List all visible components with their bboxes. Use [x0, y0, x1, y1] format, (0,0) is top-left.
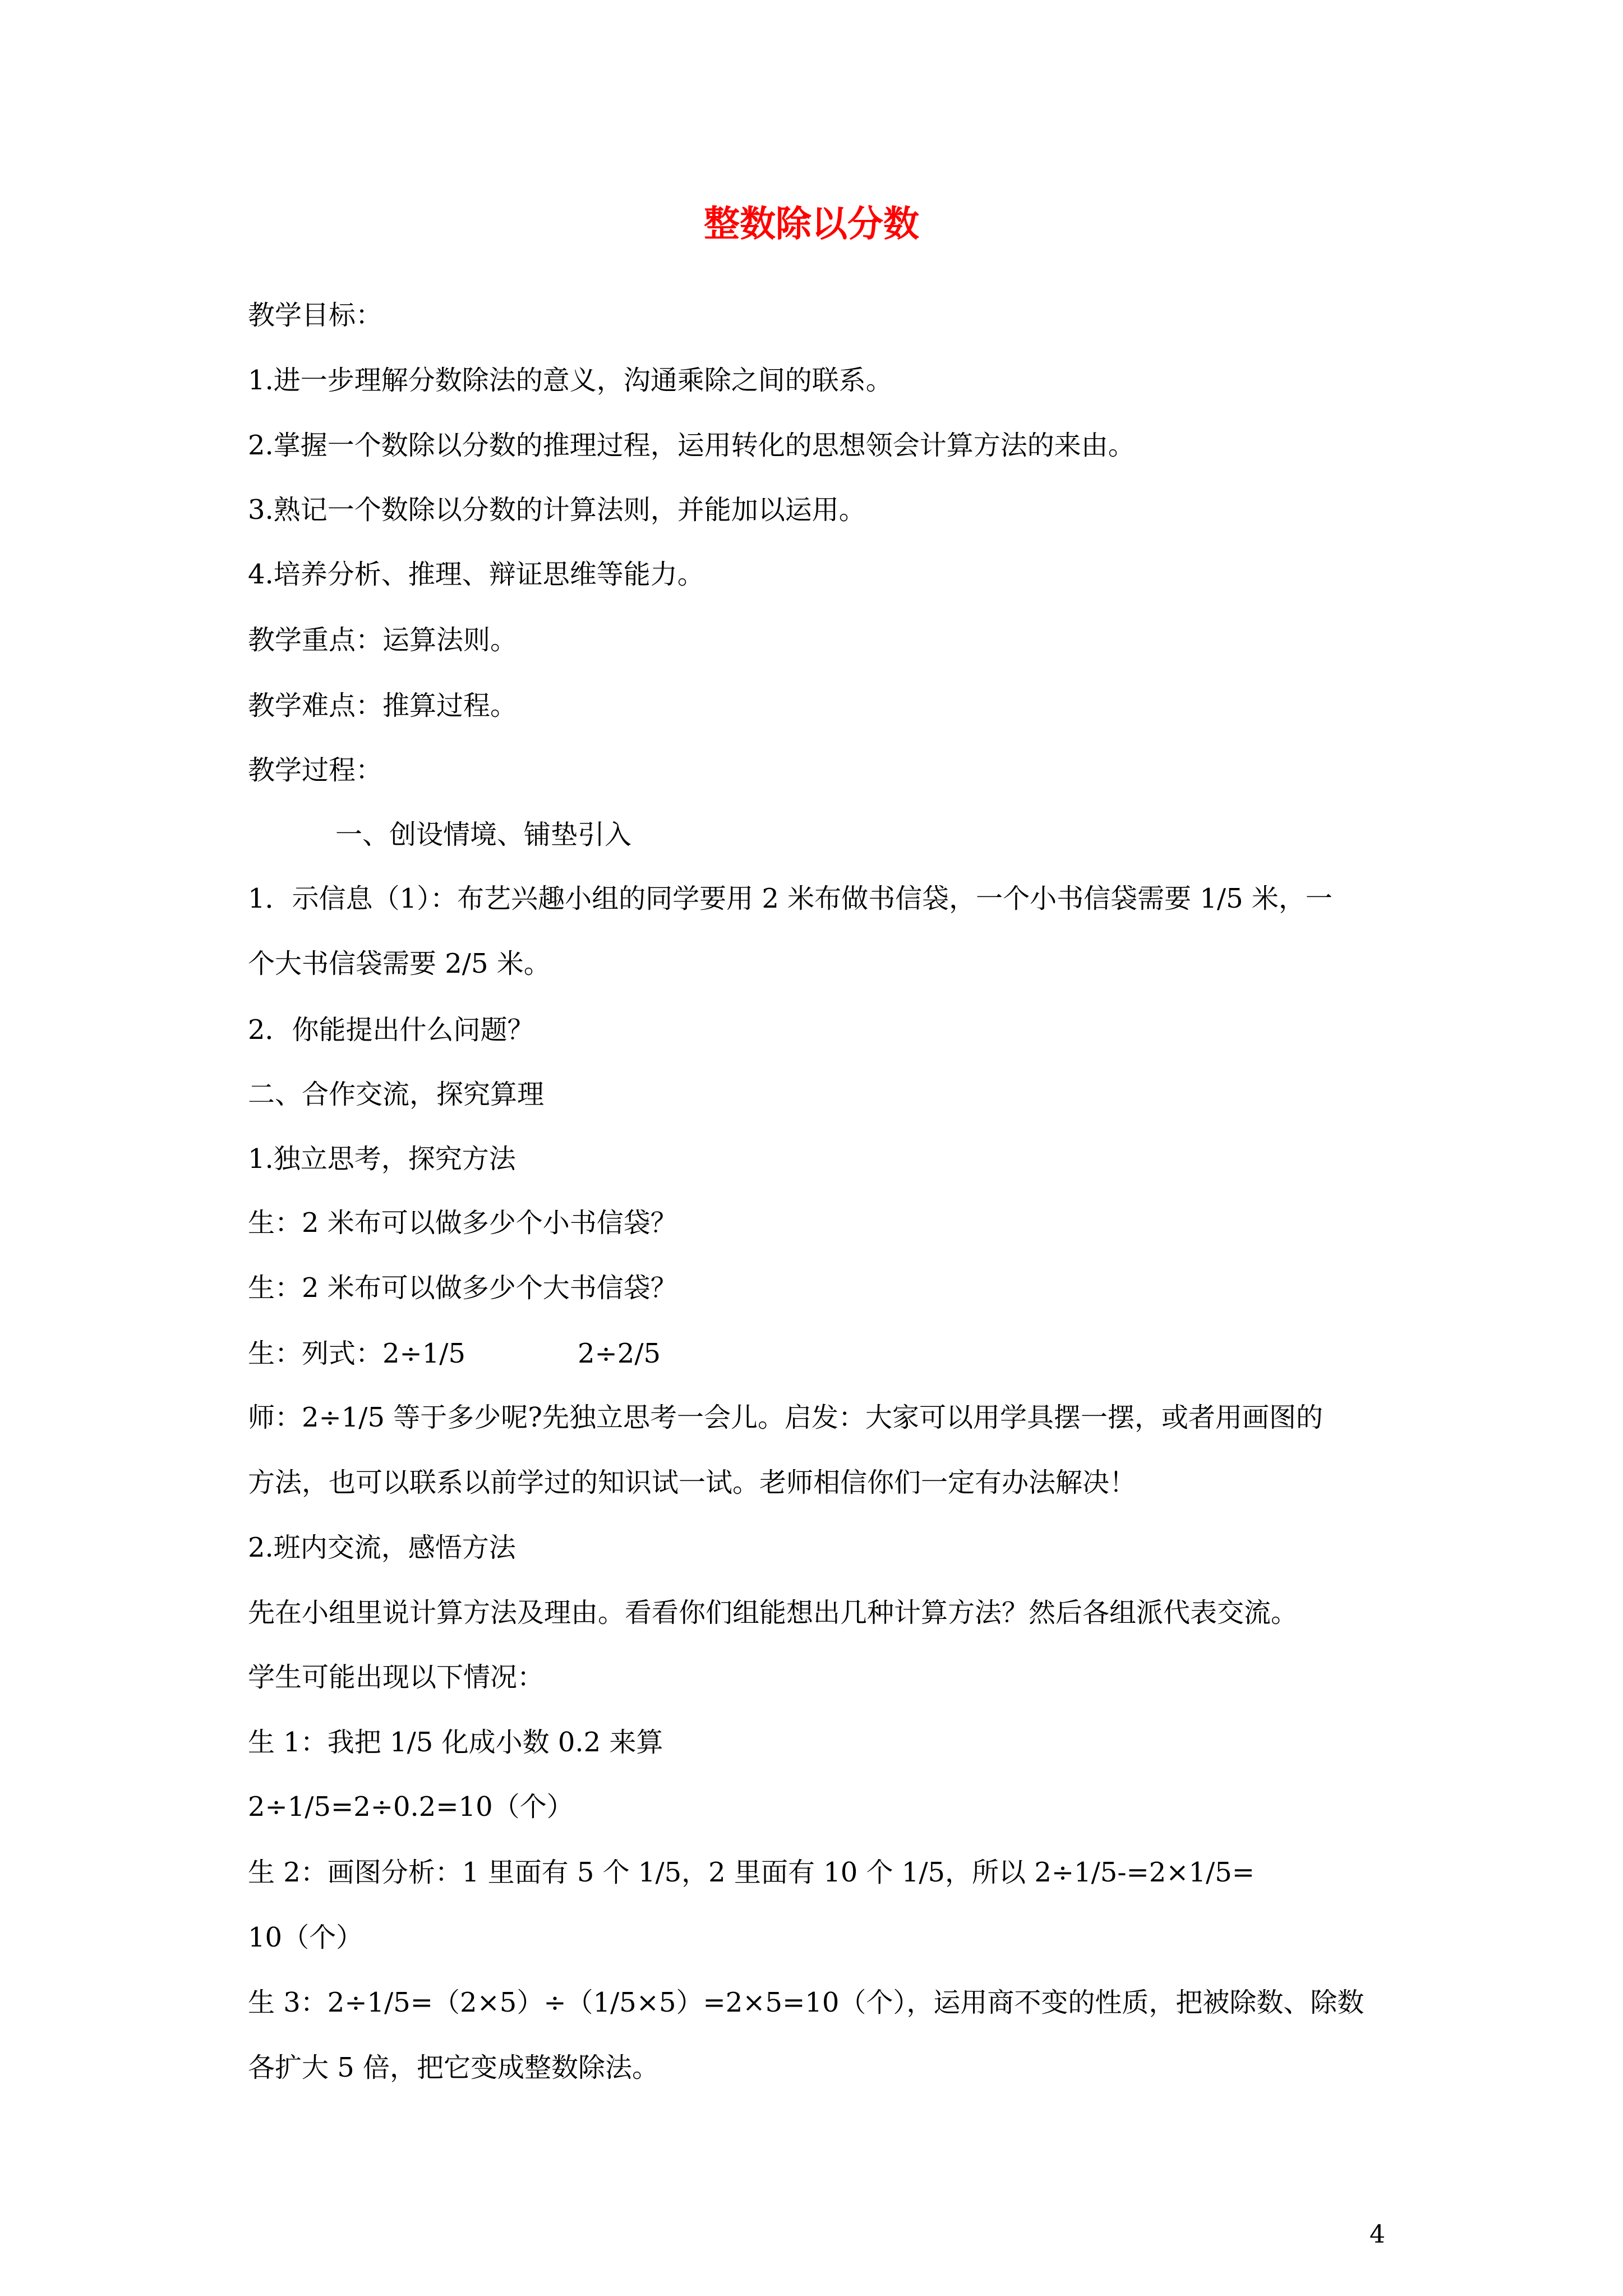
text-line: 个大书信袋需要 2/5 米。: [248, 948, 551, 979]
text-line: 教学难点：推算过程。: [248, 690, 518, 721]
text-line: 师：2÷1/5 等于多少呢?先独立思考一会儿。启发：大家可以用学具摆一摆，或者用画图的: [248, 1402, 1324, 1433]
equation-line: [248, 1340, 661, 1367]
text-line: 1.独立思考，探究方法: [248, 1143, 516, 1175]
section-heading: 二、合作交流，探究算理: [248, 1079, 545, 1110]
text-line: 4.培养分析、推理、辩证思维等能力。: [248, 559, 704, 590]
text-line: 教学过程：: [248, 754, 383, 786]
text-line: 3.熟记一个数除以分数的计算法则，并能加以运用。: [248, 494, 866, 526]
text-line: 1．示信息（1）：布艺兴趣小组的同学要用 2 米布做书信袋，一个小书信袋需要 1/5 米，一: [248, 883, 1332, 914]
text-line: 教学重点：运算法则。: [248, 624, 518, 656]
text-line: 2.班内交流，感悟方法: [248, 1532, 516, 1563]
section-heading: 一、创设情境、铺垫引入: [335, 819, 632, 850]
text-line: 生：2 米布可以做多少个小书信袋？: [248, 1207, 677, 1239]
text-line: 各扩大 5 倍，把它变成整数除法。: [248, 2052, 660, 2083]
text-line: 生 2：画图分析：1 里面有 5 个 1/5，2 里面有 10 个 1/5，所以 2÷1/5-=2×1/5=: [248, 1857, 1255, 1888]
text-line: 方法，也可以联系以前学过的知识试一试。老师相信你们一定有办法解决！: [248, 1467, 1137, 1498]
document-title: 整数除以分数: [704, 203, 919, 245]
text-line: 1.进一步理解分数除法的意义，沟通乘除之间的联系。: [248, 365, 893, 396]
equation-part: 生：列式：2÷1/5: [248, 1338, 466, 1369]
text-line: 学生可能出现以下情况：: [248, 1662, 545, 1693]
text-line: 教学目标：: [248, 300, 383, 331]
text-line: 10（个）: [248, 1922, 363, 1953]
text-line: 2.掌握一个数除以分数的推理过程，运用转化的思想领会计算方法的来由。: [248, 430, 1135, 461]
text-line: 先在小组里说计算方法及理由。看看你们组能想出几种计算方法？然后各组派代表交流。: [248, 1597, 1298, 1628]
text-line: 2÷1/5=2÷0.2=10（个）: [248, 1791, 574, 1823]
page-number: 4: [1370, 2220, 1385, 2249]
text-line: 生 3：2÷1/5=（2×5）÷（1/5×5）=2×5=10（个），运用商不变的性质，把被除数、除数: [248, 1987, 1364, 2018]
text-line: 生：2 米布可以做多少个大书信袋？: [248, 1272, 677, 1304]
text-line: 生 1：我把 1/5 化成小数 0.2 来算: [248, 1727, 663, 1758]
equation-part: 2÷2/5: [578, 1338, 661, 1369]
text-line: 2．你能提出什么问题？: [248, 1014, 534, 1046]
